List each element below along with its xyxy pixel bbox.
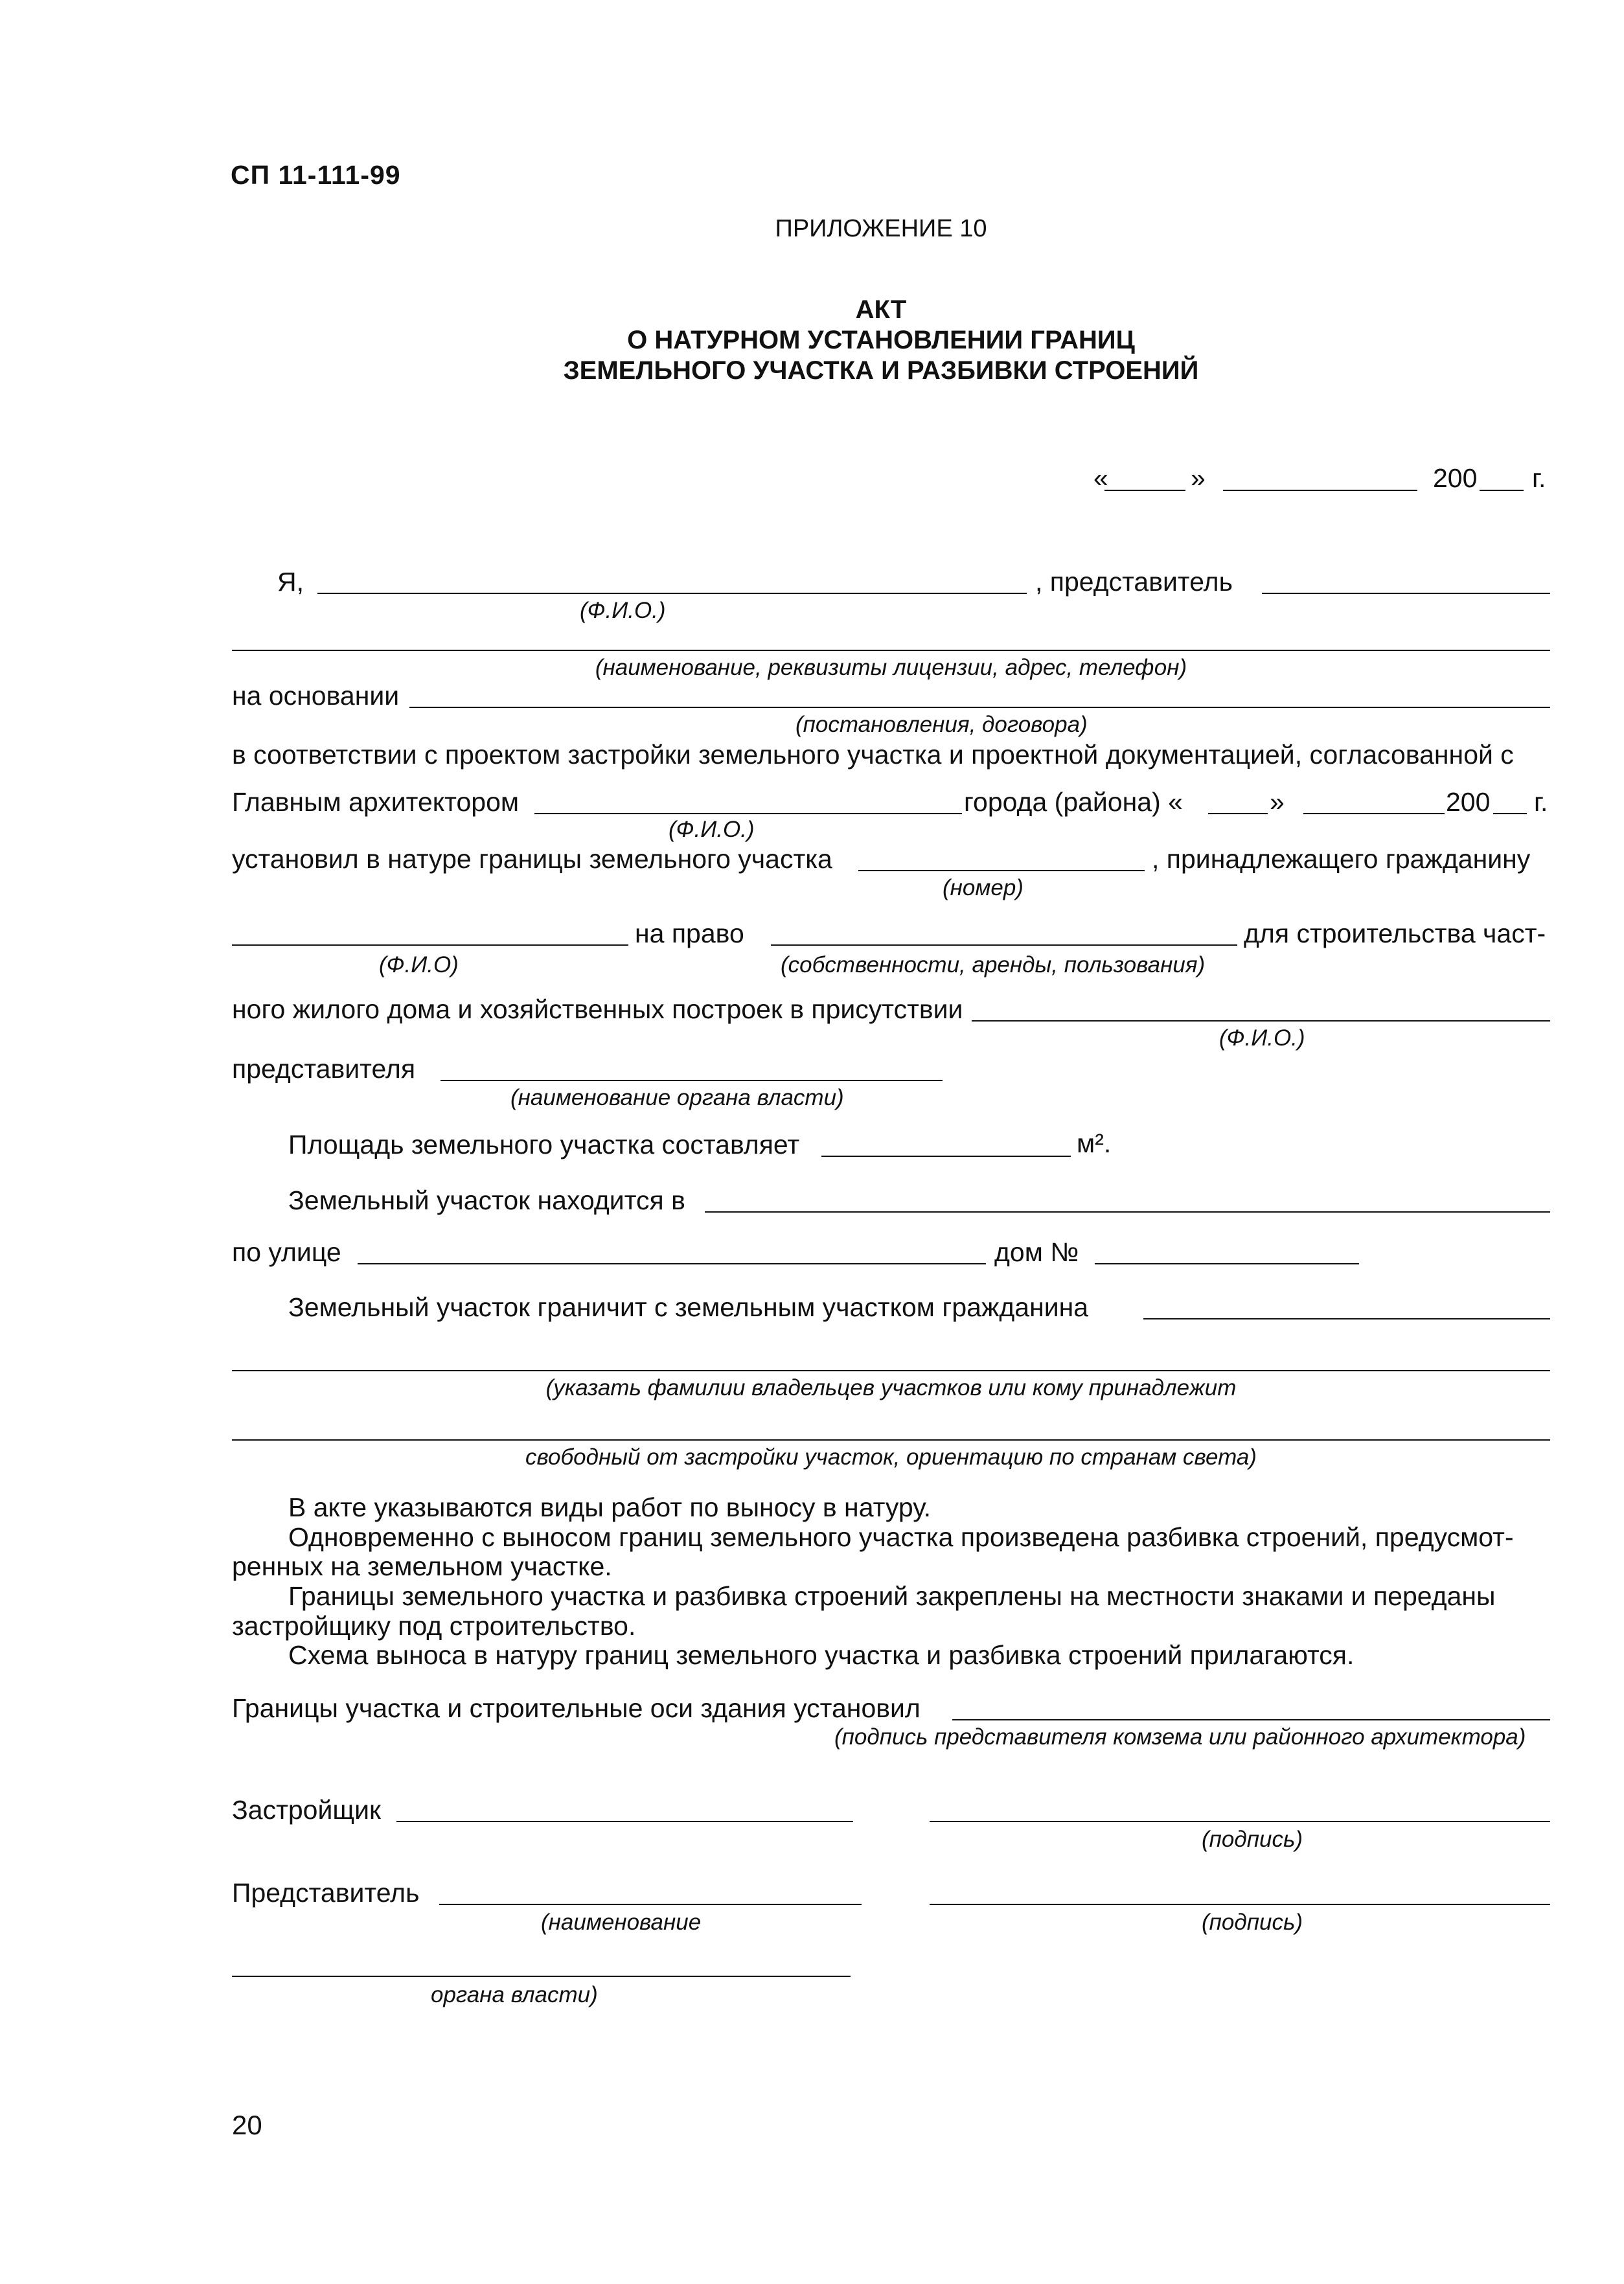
paragraph-2-line-2: ренных на земельном участке. [232, 1551, 612, 1581]
chief-fio-caption: (Ф.И.О.) [669, 817, 755, 842]
borders-field[interactable] [1143, 1318, 1550, 1319]
borders-caption-1: (указать фамилии владельцев участков или кому принадлежит [545, 1375, 1237, 1400]
developer-field[interactable] [396, 1821, 853, 1822]
authority-name-caption: органа власти) [431, 1982, 598, 2007]
representative-name-field[interactable] [439, 1904, 862, 1905]
title-line-2: О НАТУРНОМ УСТАНОВЛЕНИИ ГРАНИЦ [627, 326, 1135, 354]
signature-caption-2: (подпись) [1202, 1910, 1303, 1935]
number-caption: (номер) [943, 875, 1024, 900]
area-unit: м². [1077, 1128, 1112, 1158]
borders-label: Земельный участок граничит с земельным участком гражданина [288, 1292, 1089, 1322]
city-day-field[interactable] [1208, 813, 1268, 814]
fio-field[interactable] [317, 593, 1027, 594]
paragraph-1: В акте указываются виды работ по выносу в натуру. [288, 1492, 932, 1522]
city-month-field[interactable] [1303, 813, 1445, 814]
borders-field-3[interactable] [232, 1439, 1550, 1441]
location-field[interactable] [705, 1211, 1550, 1213]
presence-field[interactable] [972, 1020, 1550, 1022]
established-label: установил в натуре границы земельного участка [232, 844, 832, 874]
developer-signature-field[interactable] [930, 1821, 1550, 1822]
established-by-label: Границы участка и строительные оси здания установил [232, 1693, 921, 1723]
street-field[interactable] [358, 1263, 986, 1264]
fio-caption: (Ф.И.О.) [580, 598, 666, 623]
page-number: 20 [232, 2110, 262, 2140]
signature-caption: (подпись) [1202, 1827, 1303, 1852]
date-open-quote: « [1093, 463, 1108, 493]
established-by-field[interactable] [952, 1719, 1550, 1720]
authority-name-field[interactable] [232, 1976, 851, 1977]
authority-field[interactable] [440, 1080, 943, 1081]
paragraph-4: Схема выноса в натуру границ земельного участка и разбивка строений прилагаются. [288, 1640, 1355, 1670]
basis-field[interactable] [409, 707, 1550, 708]
chief-architect-label: Главным архитектором [232, 787, 520, 817]
area-label: Площадь земельного участка составляет [288, 1130, 800, 1159]
plot-number-field[interactable] [858, 870, 1145, 871]
document-code: СП 11-111-99 [231, 160, 401, 190]
date-year-field[interactable] [1480, 490, 1524, 491]
house-number-label: дом № [994, 1237, 1079, 1267]
area-field[interactable] [821, 1156, 1071, 1157]
right-type-field[interactable] [771, 944, 1237, 946]
title-line-1: АКТ [855, 295, 907, 324]
city-label: города (района) « [964, 787, 1183, 817]
basis-label: на основании [232, 681, 400, 711]
borders-field-2[interactable] [232, 1370, 1550, 1371]
city-year-prefix: 200 [1446, 787, 1491, 817]
right-caption: (собственности, аренды, пользования) [781, 952, 1206, 977]
representative-field[interactable] [1262, 593, 1550, 594]
established-by-caption: (подпись представителя комзема или районного архитектора) [834, 1724, 1526, 1750]
borders-caption-2: свободный от застройки участок, ориентацию по странам света) [525, 1445, 1257, 1470]
citizen-fio-field[interactable] [232, 944, 628, 946]
date-day-field[interactable] [1104, 490, 1185, 491]
city-year-field[interactable] [1493, 813, 1527, 814]
house-number-field[interactable] [1095, 1263, 1359, 1264]
city-year-suffix: г. [1534, 787, 1548, 817]
date-year-suffix: г. [1532, 463, 1546, 493]
date-month-field[interactable] [1223, 490, 1417, 491]
date-close-quote: » [1191, 463, 1206, 493]
chief-architect-field[interactable] [534, 813, 962, 814]
authority-caption: (наименование органа власти) [510, 1085, 844, 1110]
belonging-label: , принадлежащего гражданину [1152, 844, 1531, 874]
construction-label: для строительства част- [1244, 919, 1546, 948]
organization-caption: (наименование, реквизиты лицензии, адрес, телефон) [595, 655, 1187, 680]
representative-sign-label: Представитель [232, 1878, 420, 1908]
organization-field[interactable] [232, 650, 1550, 651]
representative2-label: представителя [232, 1054, 416, 1084]
title-line-3: ЗЕМЕЛЬНОГО УЧАСТКА И РАЗБИВКИ СТРОЕНИЙ [563, 356, 1199, 385]
appendix-label: ПРИЛОЖЕНИЕ 10 [775, 215, 987, 242]
paragraph-2-line-1: Одновременно с выносом границ земельного участка произведена разбивка строений, предусмот- [288, 1522, 1514, 1552]
paragraph-3-line-2: застройщику под строительство. [232, 1611, 636, 1641]
citizen-fio-caption: (Ф.И.О) [379, 952, 459, 977]
name-caption: (наименование [541, 1910, 702, 1935]
location-label: Земельный участок находится в [288, 1185, 685, 1215]
paragraph-3-line-1: Границы земельного участка и разбивка строений закреплены на местности знаками и переданы [288, 1581, 1496, 1611]
accordance-text: в соответствии с проектом застройки земельного участка и проектной документацией, согласованной с [232, 740, 1514, 770]
presence-fio-caption: (Ф.И.О.) [1219, 1025, 1305, 1051]
right-label: на право [635, 919, 744, 948]
representative-signature-field[interactable] [930, 1904, 1550, 1905]
representative-label: , представитель [1035, 567, 1233, 597]
developer-label: Застройщик [232, 1795, 381, 1825]
date-year-prefix: 200 [1433, 463, 1478, 493]
city-close-quote: » [1270, 787, 1285, 817]
street-label: по улице [232, 1237, 341, 1267]
house-text: ного жилого дома и хозяйственных построек в присутствии [232, 994, 963, 1024]
basis-caption: (постановления, договора) [795, 712, 1088, 737]
i-label: Я, [277, 567, 304, 597]
